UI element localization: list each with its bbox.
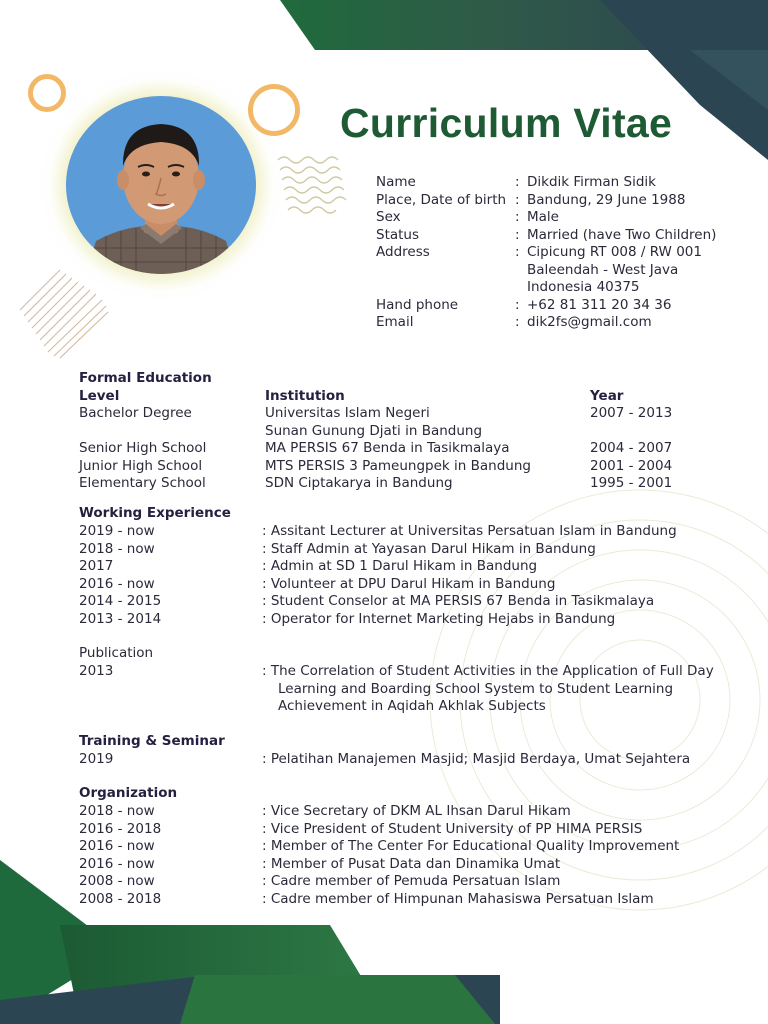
- work-period: 2016 - now: [79, 575, 155, 592]
- education-level: Senior High School: [79, 440, 207, 456]
- striped-diamond-decoration: [20, 270, 108, 358]
- education-year: 2004 - 2007: [590, 440, 673, 456]
- work-text: : Admin at SD 1 Darul Hikam in Bandung: [262, 558, 538, 574]
- profile-label: Status: [376, 226, 420, 243]
- bottom-band-green-shape: [180, 975, 495, 1024]
- profile-label: Place, Date of birth: [376, 191, 507, 208]
- profile-separator: :: [515, 191, 520, 208]
- education-heading: Formal Education: [79, 370, 212, 386]
- work-text: : Operator for Internet Marketing Hejabs in Bandung: [262, 610, 616, 627]
- work-period: 2019 - now: [79, 523, 155, 539]
- work-period: 2013 - 2014: [79, 610, 162, 627]
- page-title: Curriculum Vitae: [340, 100, 673, 146]
- training-heading: Training & Seminar: [79, 733, 225, 749]
- profile-separator: :: [515, 296, 520, 313]
- education-year: 1995 - 2001: [590, 475, 673, 491]
- education-level: Elementary School: [79, 475, 206, 491]
- work-text: : Assitant Lecturer at Universitas Persatuan Islam in Bandung: [262, 523, 677, 539]
- profile-separator: :: [515, 226, 520, 243]
- organization-text: : Cadre member of Himpunan Mahasiswa Persatuan Islam: [262, 890, 654, 907]
- profile-value: Dikdik Firman Sidik: [527, 174, 656, 190]
- training-period: 2019: [79, 751, 114, 767]
- organization-period: 2016 - 2018: [79, 820, 162, 837]
- publication-text: Achievement in Aqidah Akhlak Subjects: [278, 698, 546, 714]
- organization-text: : Member of The Center For Educational Quality Improvement: [262, 838, 680, 854]
- organization-text: : Vice Secretary of DKM AL Ihsan Darul Hikam: [262, 803, 571, 819]
- organization-period: 2008 - now: [79, 873, 155, 889]
- profile-value: Male: [527, 209, 559, 225]
- publication-period: 2013: [79, 663, 114, 679]
- publication-text: Learning and Boarding School System to Student Learning: [278, 680, 674, 697]
- work-text: : Volunteer at DPU Darul Hikam in Bandung: [262, 575, 556, 592]
- education-col-year: Year: [590, 388, 624, 404]
- profile-label: Sex: [376, 209, 401, 225]
- education-year: 2001 - 2004: [590, 457, 673, 474]
- publication-text: : The Correlation of Student Activities in the Application of Full Day: [262, 663, 714, 679]
- profile-value: Married (have Two Children): [527, 226, 717, 243]
- profile-label: Name: [376, 174, 416, 190]
- profile-photo: [66, 96, 256, 274]
- education-institution: MA PERSIS 67 Benda in Tasikmalaya: [265, 440, 510, 456]
- work-period: 2017: [79, 558, 114, 574]
- training-text: : Pelatihan Manajemen Masjid; Masjid Berdaya, Umat Sejahtera: [262, 751, 691, 767]
- organization-period: 2018 - now: [79, 803, 155, 819]
- work-period: 2014 - 2015: [79, 593, 162, 609]
- profile-value: dik2fs@gmail.com: [527, 314, 652, 330]
- profile-separator: :: [515, 209, 520, 225]
- organization-text: : Member of Pusat Data dan Dinamika Umat: [262, 855, 561, 872]
- education-level: Junior High School: [79, 457, 203, 474]
- profile-separator: :: [515, 244, 520, 260]
- education-institution: MTS PERSIS 3 Pameungpek in Bandung: [265, 457, 531, 474]
- profile-value: Cipicung RT 008 / RW 001: [527, 244, 702, 260]
- education-level: Bachelor Degree: [79, 405, 192, 421]
- work-text: : Staff Admin at Yayasan Darul Hikam in Bandung: [262, 540, 596, 557]
- profile-label: Email: [376, 314, 414, 330]
- organization-text: : Vice President of Student University of PP HIMA PERSIS: [262, 820, 643, 837]
- profile-value: +62 81 311 20 34 36: [527, 296, 672, 313]
- profile-value: Indonesia 40375: [527, 279, 640, 295]
- wavy-lines-decoration: [278, 157, 346, 213]
- organization-period: 2016 - now: [79, 855, 155, 872]
- work-period: 2018 - now: [79, 540, 155, 557]
- ring-decoration-right: [248, 84, 300, 136]
- organization-heading: Organization: [79, 785, 178, 801]
- education-institution: Universitas Islam Negeri: [265, 405, 430, 421]
- work-text: : Student Conselor at MA PERSIS 67 Benda in Tasikmalaya: [262, 593, 655, 609]
- profile-value: Baleendah - West Java: [527, 261, 679, 278]
- organization-period: 2008 - 2018: [79, 890, 162, 907]
- publication-heading: Publication: [79, 645, 154, 661]
- education-col-institution: Institution: [265, 388, 345, 404]
- education-institution: Sunan Gunung Djati in Bandung: [265, 422, 483, 439]
- profile-separator: :: [515, 314, 520, 330]
- profile-separator: :: [515, 174, 520, 190]
- profile-value: Bandung, 29 June 1988: [527, 191, 686, 208]
- education-col-level: Level: [79, 388, 120, 404]
- organization-text: : Cadre member of Pemuda Persatuan Islam: [262, 873, 561, 889]
- profile-label: Address: [376, 244, 430, 260]
- profile-label: Hand phone: [376, 296, 459, 313]
- education-year: 2007 - 2013: [590, 405, 673, 421]
- ring-decoration-left: [28, 74, 66, 112]
- work-heading: Working Experience: [79, 505, 231, 521]
- organization-period: 2016 - now: [79, 838, 155, 854]
- person-portrait-icon: [66, 96, 256, 274]
- education-institution: SDN Ciptakarya in Bandung: [265, 475, 453, 491]
